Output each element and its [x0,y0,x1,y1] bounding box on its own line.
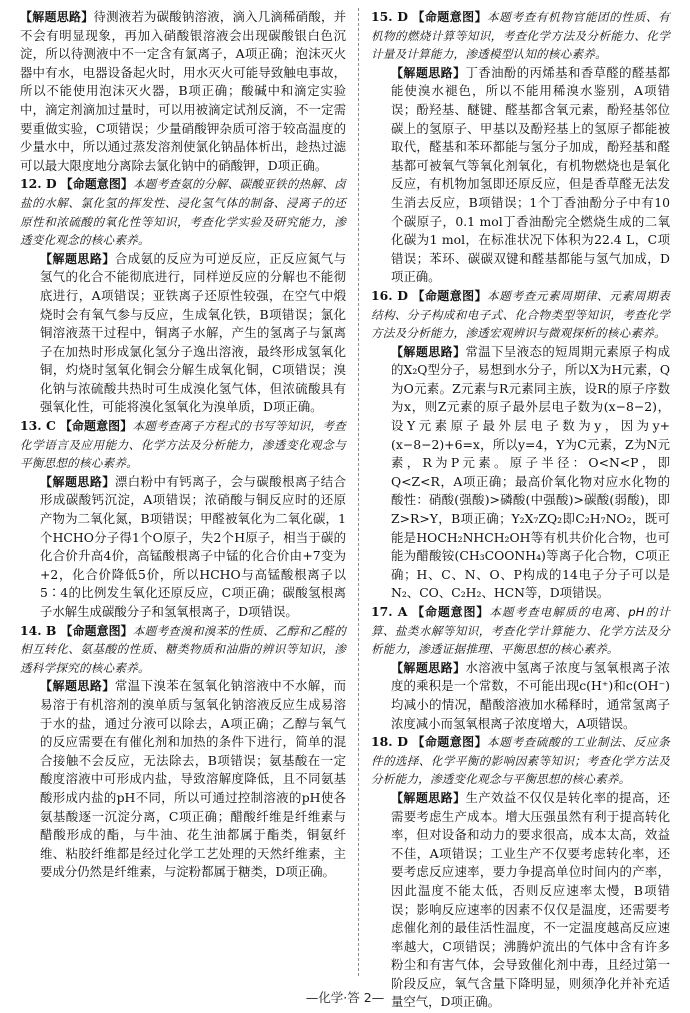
question-number: 14. B [20,622,57,638]
intent-text: 本题考查电解质的电离、pH的计算、盐类水解等知识，考查化学计算能力、化学方法及分析能力，渗透证据推理、平衡思想的核心素养。 [371,605,671,657]
intent-label: 【命题意图】 [412,288,488,303]
q15-analysis [371,64,670,287]
analysis-text: 常温下呈液态的短周期元素原子构成的X₂Q型分子，易想到水分子，所以X为H元素，Q为O元素。Z元素与R元素同主族，设R的原子序数为x，则Z元素的原子最外层电子数为(x−8−2)，设Y元素原子最外层电子数为y，因为y+(x−8−2)+6=x，所以y=4，Y为C元素，Z为N元素，R为P元素。原子半径：O<N<P，即Q<Z<R，A项正确；最高价氧化物对应水化物的酸性：硝酸(强酸)>磷酸(中强酸)>碳酸(弱酸)，即Z>R>Y，B项正确；Y₂X₇ZQ₂即C₂H₇NO₂，既可能是HOCH₂NHCH₂OH等有机共价化合物，也可能为醋酸铵(CH₃COONH₄)等离子化合物，C项正确；H、C、N、O、P构成的14电子分子可以是N₂、CO、C₂H₂、HCN等，D项错误。 [391,343,670,601]
question-number: 12. D [20,176,57,192]
q13-analysis [20,473,346,622]
q17-intent [371,603,670,659]
q14-intent [20,622,346,678]
intent-text: 本题考查溴和溴苯的性质、乙醇和乙醛的相互转化、氨基酸的性质、糖类物质和油脂的辨识等知识，渗透科学探究的核心素养。 [20,623,346,675]
intent-text: 本题考查氨的分解、碳酸亚铁的热解、卤盐的水解、氯化氢的挥发性、浸化氢气体的制备、浸离子的还原性和浓硫酸的氧化性等知识，考查化学实验及研究能力，渗透变化观念的核心素养。 [20,177,346,248]
analysis-label: 【解题思路】 [391,660,466,675]
analysis-text: 丁香油酚的丙烯基和香草醛的醛基都能使溴水褪色，所以不能用稀溴水鉴别，A项错误；酚羟基、醚键、醛基都含氧元素，酚羟基邻位碳上的氢原子、甲基以及酚羟基上的氢原子都能被取代，醛基和苯环都能与氢分子加成，酚羟基和醛基都可被氧气等氧化剂氧化，有机物燃烧也是氧化反应，有机物加氢即还原反应，但是香草醛无法发生消去反应，B项错误；1个丁香油酚分子中有10个碳原子，0.1 mol丁香油酚完全燃烧生成的二氧化碳为1 mol，在标准状况下体积为22.4 L，C项错误；苯环、碳碳双键和醛基都能与氢气加成，D项正确。 [391,64,670,285]
q17-analysis [371,659,670,733]
analysis-label: 【解题思路】 [391,344,466,359]
analysis-label: 【解题思路】 [391,790,466,805]
analysis-text: 水溶液中氢离子浓度与氢氧根离子浓度的乘积是一个常数，不可能出现c(H⁺)和c(OH⁻)均减小的情况，醋酸溶液加水稀释时，通常氢离子浓度减小而氢氧根离子浓度增大，A项错误。 [391,659,670,731]
q14-analysis [20,677,346,882]
q18-intent [371,733,670,789]
q18-analysis [371,789,670,1012]
analysis-label: 【解题思路】 [20,10,94,24]
question-number: 13. C [20,418,56,434]
analysis-label: 【解题思路】 [40,679,115,694]
analysis-label: 【解题思路】 [391,65,466,80]
analysis-text: 常温下溴苯在氢氧化钠溶液中不水解，而易溶于有机溶剂的溴单质与氢氧化钠溶液反应生成易溶于水的盐，通过分液可以除去，A项正确；乙醇与氧气的反应需要在有催化剂和加热的条件下进行，简单的混合接触不会反应，无法除去，B项错误；氨基酸在一定酸度溶液中可形成内盐，导致溶解度降低，且不同氨基酸形成内盐的pH不同，所以可通过控制溶液的pH使各氨基酸逐一沉淀分离，C项正确；醋酸纤维是纤维素与醋酸形成的酯，与牛油、花生油都属于酯类，铜氨纤维、粘胶纤维都是经过化学工艺处理的天然纤维素，主要成分仍然是纤维素，与淀粉都属于糖类，D项正确。 [40,678,346,880]
left-column [20,8,346,980]
intent-text: 本题考查有机物官能团的性质、有机物的燃烧计算等知识，考查化学方法及分析能力、化学计量及计算能力，渗透模型认知的核心素养。 [371,10,670,62]
analysis-label: 【解题思路】 [40,251,115,266]
right-column [371,8,671,1010]
q12-intent [20,175,346,249]
q13-intent [20,417,346,473]
analysis-text: 待测液若为碳酸钠溶液，滴入几滴稀硝酸，并不会有明显现象，再加入硝酸银溶液会出现碳酸银白色沉淀，所以待测液中不一定含有氯离子，A项正确；泡沫灭火器中有水，电器设备起火时，用水灭火可能导致触电事故，所以不能使用泡沫灭火器，B项正确；酸碱中和滴定实验中，滴定剂滴加过量时，可以用被滴定试剂反滴，不一定需要重做实验，C项错误；少量硝酸钾杂质可溶于较高温度的少量水中，所以通过蒸发溶剂使氯化钠晶体析出，趁热过滤可以最大限度地分离除去氯化钠中的硝酸钾，D项正确。 [20,9,346,173]
q11-analysis [20,8,346,175]
q16-intent [371,287,670,343]
column-divider [358,8,359,976]
question-number: 18. D [371,734,409,750]
analysis-text: 生产效益不仅仅是转化率的提高，还需要考虑生产成本。增大压强虽然有利于提高转化率，但对设备和动力的要求很高，成本太高，效益不佳，A项错误；工业生产不仅要考虑转化率，还要考虑反应速率，要力争提高单位时间内的产率，因此温度不能太低，否则反应速率太慢，B项错误；影响反应速率的因素不仅仅是温度，还需要考虑催化剂的最佳活性温度，不一定温度越高反应速率越大，C项错误；沸腾炉流出的气体中含有许多粉尘和有害气体，会导致催化剂中毒，且经过第一阶段反应，氧气含量下降明显，则须净化并补充适量空气，D项正确。 [391,789,670,1010]
q12-analysis [20,250,346,417]
intent-label: 【命题意图】 [412,10,488,24]
intent-text: 本题考查离子方程式的书写等知识，考查化学语言及应用能力、化学方法及分析能力，渗透变化观念与平衡思想的核心素养。 [20,419,346,471]
question-number: 15. D [371,9,409,24]
intent-label: 【命题意图】 [60,177,133,192]
q15-intent [371,8,670,64]
page-footer: —化学·答 2— [305,990,385,1005]
question-number: 16. D [371,287,409,303]
intent-label: 【命题意图】 [412,605,490,619]
analysis-text: 合成氨的反应为可逆反应，正反应氮气与氢气的化合不能彻底进行，同样逆反应的分解也不能彻底进行，A项错误；亚铁离子还原性较强，在空气中煅烧时会有氧气参与反应，生成氧化铁，B项错误；氯化铜溶液蒸干过程中，铜离子水解，产生的氢离子与氯离子在加热时形成氯化氢分子逸出溶液，最终形成氢氧化铜，灼烧时氢氧化铜会分解生成氧化铜，C项错误；溴化钠与浓硫酸共热时可生成溴化氢气体，但浓硫酸具有强氧化性，可能将溴化氢氧化为溴单质，D项正确。 [40,250,346,415]
intent-text: 本题考查硫酸的工业制法、反应条件的选择、化学平衡的影响因素等知识；考查化学方法及分析能力，渗透变化观念与平衡思想的核心素养。 [371,735,670,787]
intent-text: 本题考查元素周期律、元素周期表结构、分子构成和电子式、化合物类型等知识，考查化学方法及分析能力，渗透宏观辨识与微观探析的核心素养。 [371,288,670,341]
q16-analysis [371,343,670,603]
question-number: 17. A [371,604,408,619]
intent-label: 【命题意图】 [412,735,488,750]
analysis-text: 漂白粉中有钙离子，会与碳酸根离子结合形成碳酸钙沉淀，A项错误；浓硝酸与铜反应时的还原产物为二氧化氮，B项错误；甲醛被氧化为二氧化碳，1个HCHO分子得1个O原子，失2个H原子，相当于碳的化合价升高4价，高锰酸根离子中锰的化合价由+7变为+2，化合价降低5价，所以HCHO与高锰酸根离子以5∶4的比例发生氧化还原反应，C项正确；碳酸氢根离子水解生成碳酸分子和氢氧根离子，D项错误。 [40,473,346,619]
intent-label: 【命题意图】 [59,419,133,434]
intent-label: 【命题意图】 [60,623,133,638]
analysis-label: 【解题思路】 [40,474,115,489]
